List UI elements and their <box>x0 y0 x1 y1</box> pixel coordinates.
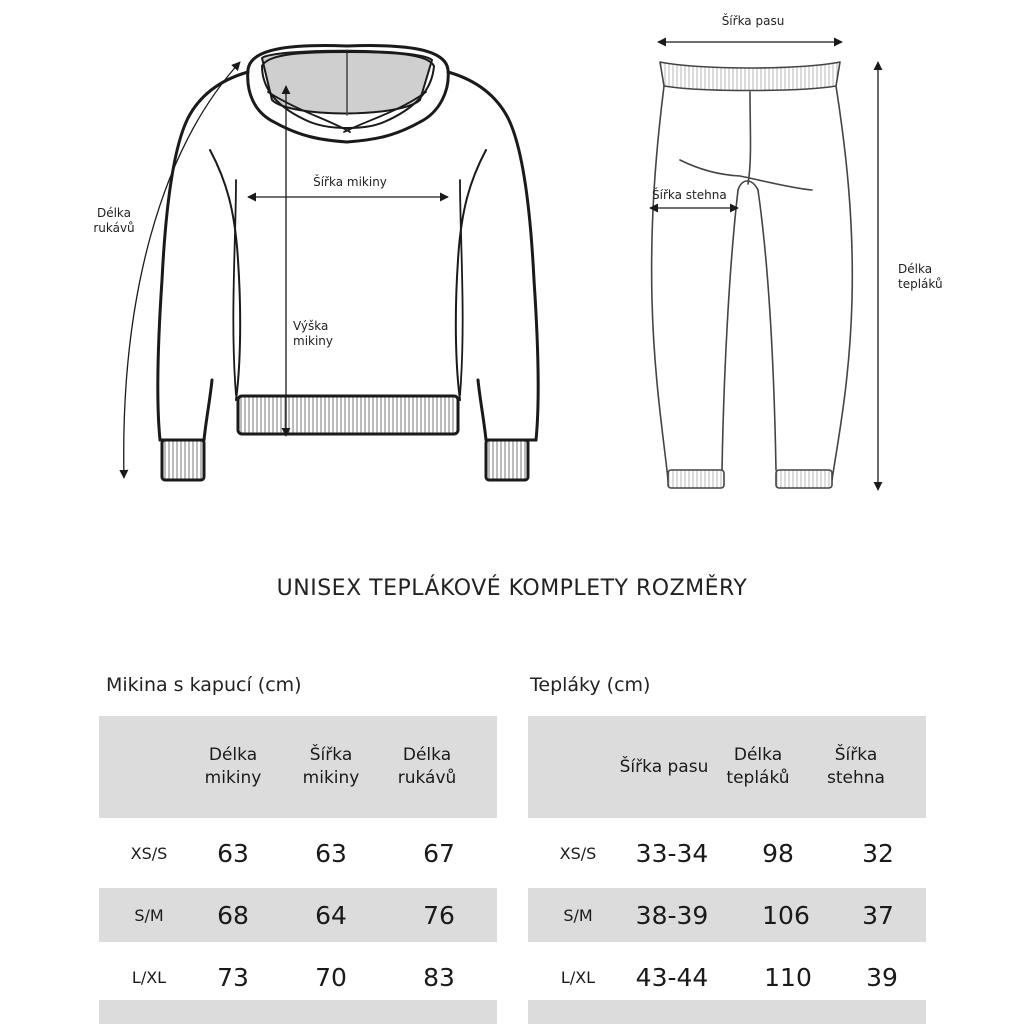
header-cell: Délka tepláků <box>726 745 790 788</box>
pants-table-footer <box>528 1000 926 1024</box>
pants-length-label: Délka tepláků <box>898 262 943 291</box>
hoodie-right-cuff <box>486 440 528 480</box>
table-row <box>99 950 497 1004</box>
pants-drawing <box>652 62 853 488</box>
value-cell: 106 <box>762 900 810 930</box>
table-header-row <box>528 716 926 818</box>
value-cell: 110 <box>764 962 812 992</box>
table-row <box>99 826 497 880</box>
hoodie-width-label: Šířka mikiny <box>300 175 400 190</box>
size-cell: XS/S <box>559 843 597 863</box>
value-cell: 70 <box>315 962 347 992</box>
hoodie-height-label: Výška mikiny <box>293 319 334 348</box>
value-cell: 63 <box>315 838 347 868</box>
value-cell: 98 <box>762 838 794 868</box>
value-cell: 64 <box>315 900 347 930</box>
value-cell: 63 <box>217 838 249 868</box>
size-cell: L/XL <box>131 967 167 987</box>
size-cell: L/XL <box>560 967 596 987</box>
header-cell: Šířka stehna <box>827 745 885 788</box>
hoodie-waistband <box>238 396 458 434</box>
pants-left-cuff <box>668 470 724 488</box>
hoodie-left-cuff <box>162 440 204 480</box>
value-cell: 83 <box>423 962 455 992</box>
hoodie-drawing <box>158 46 538 480</box>
value-cell: 33-34 <box>635 838 709 868</box>
value-cell: 67 <box>423 838 455 868</box>
waist-width-label: Šířka pasu <box>721 14 785 28</box>
hoodie-table-footer <box>99 1000 497 1024</box>
hoodie-table-title: Mikina s kapucí (cm) <box>106 674 302 696</box>
value-cell: 68 <box>217 900 249 930</box>
table-row <box>99 888 497 942</box>
value-cell: 76 <box>423 900 455 930</box>
thigh-width-label: Šířka stehna <box>652 188 727 202</box>
value-cell: 38-39 <box>635 900 709 930</box>
pants-table-title: Tepláky (cm) <box>530 674 651 696</box>
header-cell: Šířka mikiny <box>302 745 360 788</box>
size-cell: S/M <box>563 905 593 925</box>
value-cell: 39 <box>866 962 898 992</box>
table-row <box>528 950 926 1004</box>
table-row <box>528 826 926 880</box>
pants-measures <box>650 42 878 490</box>
pants-right-cuff <box>776 470 832 488</box>
value-cell: 73 <box>217 962 249 992</box>
header-cell: Délka rukávů <box>397 745 457 788</box>
size-cell: S/M <box>134 905 164 925</box>
table-header-row <box>99 716 497 818</box>
size-cell: XS/S <box>130 843 168 863</box>
value-cell: 32 <box>862 838 894 868</box>
header-cell: Délka mikiny <box>204 745 262 788</box>
header-cell: Šířka pasu <box>619 756 709 777</box>
value-cell: 37 <box>862 900 894 930</box>
hoodie-size-table <box>99 716 497 1004</box>
page-title: UNISEX TEPLÁKOVÉ KOMPLETY ROZMĚRY <box>276 576 748 601</box>
sleeve-length-label: Délka rukávů <box>93 206 135 235</box>
value-cell: 43-44 <box>635 962 709 992</box>
sleeve-length-arrow <box>124 62 240 478</box>
table-row <box>528 888 926 942</box>
pants-waistband <box>660 62 840 91</box>
pants-size-table <box>528 716 926 1004</box>
